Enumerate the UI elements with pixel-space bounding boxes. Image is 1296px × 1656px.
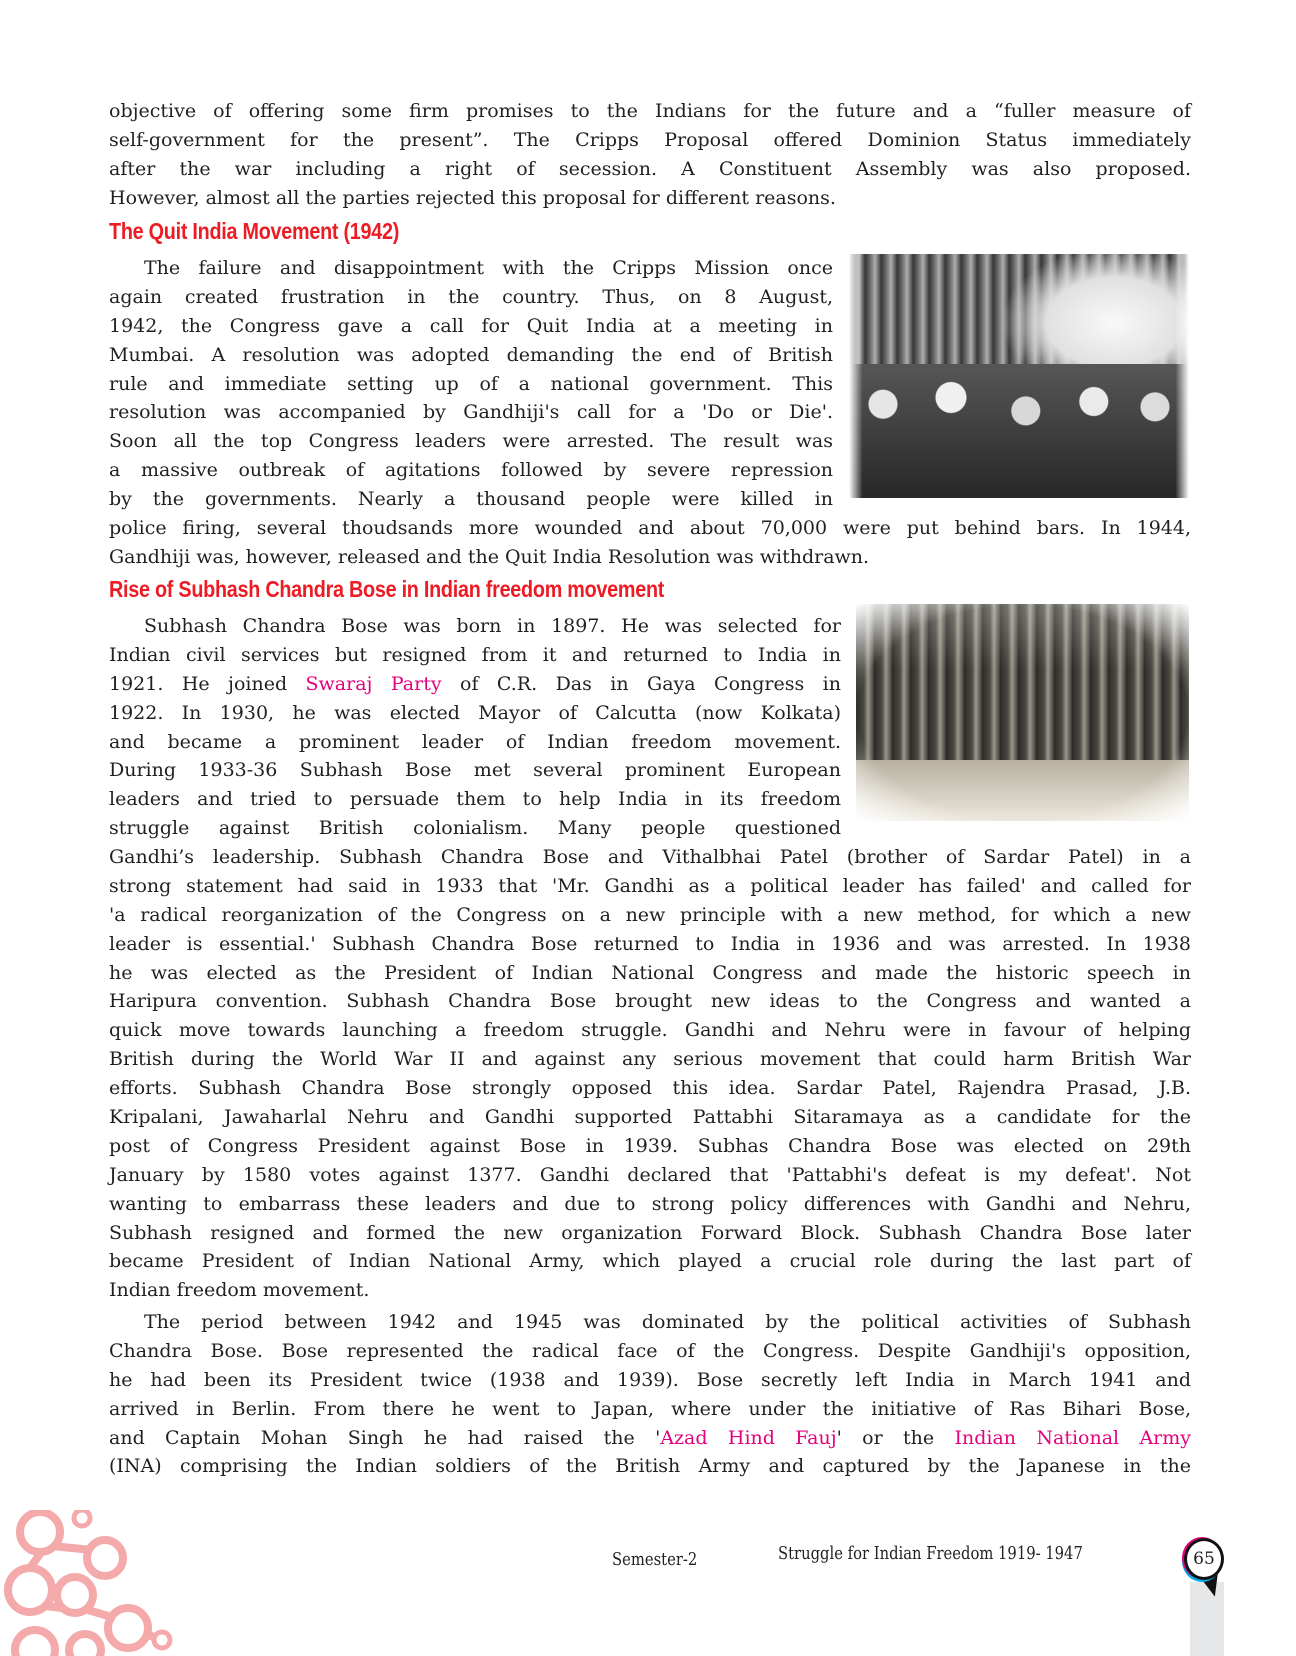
paragraph-bose-early-life <box>109 612 841 843</box>
glossary-link[interactable]: Swaraj Party <box>305 672 442 695</box>
text-line: 1922. In 1930, he was elected Mayor of Calcutta (now Kolkata) <box>109 701 841 724</box>
text-line: Haripura convention. Subhash Chandra Bose brought new ideas to the Congress and wanted a <box>109 990 1191 1013</box>
quit-india-protest-photo <box>849 254 1189 498</box>
paragraph-quit-india <box>109 254 833 514</box>
page-number: 65 <box>1193 1549 1215 1569</box>
paragraph-bose-congress <box>109 843 1191 1305</box>
glossary-link[interactable]: Azad Hind Fauj <box>660 1426 837 1449</box>
text-line: 1942, the Congress gave a call for Quit India at a meeting in <box>109 314 833 337</box>
text-line: he was elected as the President of Indian National Congress and made the historic speech in <box>109 961 1191 984</box>
text-segment: 1921. He joined <box>109 672 306 695</box>
paragraph-bose-ina <box>109 1308 1191 1481</box>
text-line: he had been its President twice (1938 and 1939). Bose secretly left India in March 1941 and <box>109 1368 1191 1391</box>
text-line: police firing, several thoudsands more wounded and about 70,000 were put behind bars. In 1944, <box>109 517 1191 539</box>
text-line <box>109 1424 1191 1453</box>
heading-rise-of-subhash-chandra-bose: Rise of Subhash Chandra Bose in Indian freedom movement <box>109 576 665 602</box>
text-line: Chandra Bose. Bose represented the radical face of the Congress. Despite Gandhiji's opposition, <box>109 1339 1191 1362</box>
text-line: a massive outbreak of agitations followed by severe repression <box>109 459 833 482</box>
footer-semester-label: Semester-2 <box>612 1549 698 1570</box>
text-line: 'a radical reorganization of the Congress on a new principle with a new method, for which a new <box>109 903 1191 926</box>
paragraph-quit-india-continued <box>109 514 1191 572</box>
text-line: Kripalani, Jawaharlal Nehru and Gandhi supported Pattabhi Sitaramaya as a candidate for the <box>109 1106 1191 1129</box>
text-line: post of Congress President against Bose in 1939. Subhas Chandra Bose was elected on 29th <box>109 1134 1191 1157</box>
text-line: British during the World War II and against any serious movement that could harm British War <box>109 1048 1191 1071</box>
text-line: objective of offering some firm promises to the Indians for the future and a “fuller measure of <box>109 100 1191 122</box>
text-line: struggle against British colonialism. Many people questioned <box>109 817 841 840</box>
text-line: January by 1580 votes against 1377. Gandhi declared that 'Pattabhi's defeat is my defeat'. Not <box>109 1163 1191 1186</box>
text-line: Subhash resigned and formed the new organization Forward Block. Subhash Chandra Bose later <box>109 1221 1191 1244</box>
text-line: resolution was accompanied by Gandhiji's call for a 'Do or Die'. <box>109 401 833 424</box>
text-line: after the war including a right of secession. A Constituent Assembly was also proposed. <box>109 157 1191 180</box>
text-line: efforts. Subhash Chandra Bose strongly opposed this idea. Sardar Patel, Rajendra Prasad, J.B. <box>109 1077 1191 1100</box>
text-line: Gandhiji was, however, released and the Quit India Resolution was withdrawn. <box>109 545 870 568</box>
text-line: self-government for the present”. The Cripps Proposal offered Dominion Status immediately <box>109 128 1191 151</box>
text-line: However, almost all the parties rejected this proposal for different reasons. <box>109 186 836 209</box>
text-line: During 1933-36 Subhash Bose met several prominent European <box>109 759 841 782</box>
text-segment: of C.R. Das in Gaya Congress in <box>441 672 841 695</box>
text-line: again created frustration in the country. Thus, on 8 August, <box>109 285 833 308</box>
text-line: leaders and tried to persuade them to help India in its freedom <box>109 788 841 811</box>
decorative-circles-graphic <box>0 1510 175 1656</box>
text-line: wanting to embarrass these leaders and due to strong policy differences with Gandhi and Nehru, <box>109 1192 1191 1215</box>
text-line: The period between 1942 and 1945 was dominated by the political activities of Subhash <box>144 1311 1191 1333</box>
text-line: leader is essential.' Subhash Chandra Bose returned to India in 1936 and was arrested. In 1938 <box>109 932 1191 955</box>
text-line: Soon all the top Congress leaders were arrested. The result was <box>109 430 833 453</box>
text-line: Subhash Chandra Bose was born in 1897. He was selected for <box>144 615 841 637</box>
glossary-link[interactable]: Indian National Army <box>954 1426 1192 1449</box>
text-line: arrived in Berlin. From there he went to Japan, where under the initiative of Ras Bihari Bose, <box>109 1397 1191 1420</box>
text-line <box>109 670 841 699</box>
subhash-bose-inspecting-troops-photo <box>856 604 1189 821</box>
text-line: strong statement had said in 1933 that 'Mr. Gandhi as a political leader has failed' and called for <box>109 874 1191 897</box>
text-line: and became a prominent leader of Indian freedom movement. <box>109 730 841 753</box>
text-line: Indian civil services but resigned from it and returned to India in <box>109 643 841 666</box>
text-line: by the governments. Nearly a thousand people were killed in <box>109 488 833 511</box>
text-line: The failure and disappointment with the Cripps Mission once <box>144 257 833 279</box>
text-line: quick move towards launching a freedom struggle. Gandhi and Nehru were in favour of helping <box>109 1019 1191 1042</box>
text-line: Gandhi’s leadership. Subhash Chandra Bose and Vithalbhai Patel (brother of Sardar Patel) in a <box>109 846 1191 868</box>
text-line: (INA) comprising the Indian soldiers of the British Army and captured by the Japanese in the <box>109 1455 1191 1478</box>
text-line: Mumbai. A resolution was adopted demanding the end of British <box>109 343 833 366</box>
text-segment: and Captain Mohan Singh he had raised the ' <box>109 1426 661 1449</box>
text-line: Indian freedom movement. <box>109 1279 370 1302</box>
text-segment: ' or the <box>836 1426 955 1449</box>
heading-quit-india-movement: The Quit India Movement (1942) <box>109 218 400 244</box>
page-number-badge <box>1184 1538 1224 1580</box>
text-line: became President of Indian National Army, which played a crucial role during the last part of <box>109 1250 1191 1273</box>
footer-chapter-title: Struggle for Indian Freedom 1919- 1947 <box>778 1543 1083 1564</box>
text-line: rule and immediate setting up of a national government. This <box>109 372 833 395</box>
paragraph-cripps-proposal <box>109 97 1191 213</box>
